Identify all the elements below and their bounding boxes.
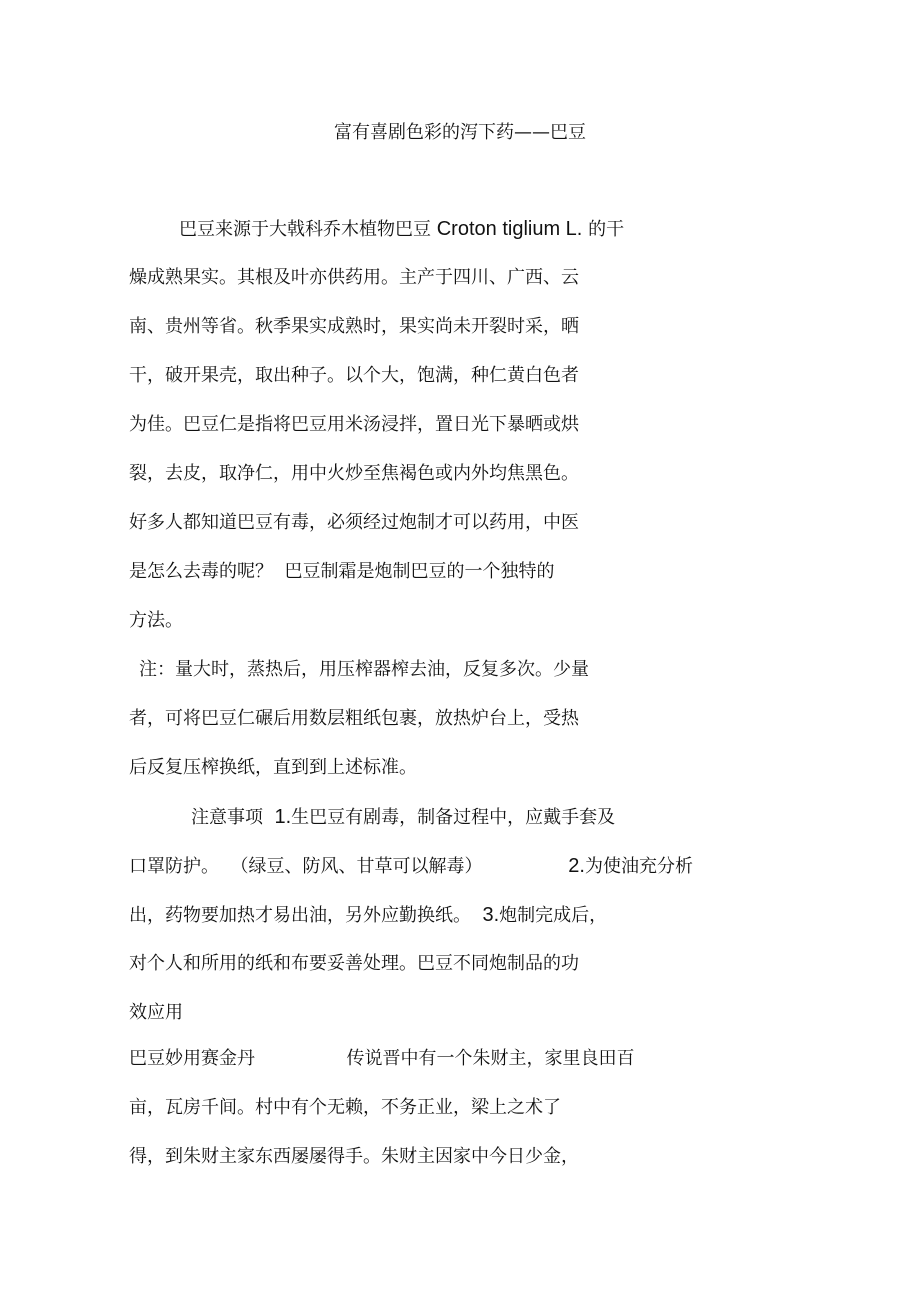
paragraph-line <box>179 216 624 243</box>
paragraph-line <box>129 608 183 634</box>
paragraph-line <box>129 706 579 732</box>
line-text: 注：量大时，蒸热后，用压榨器榨去油，反复多次。少量 <box>139 659 589 680</box>
paragraph-line <box>129 363 579 389</box>
latin-text: Croton tiglium L. <box>436 218 583 240</box>
paragraph-line <box>129 902 607 929</box>
line-text: 为使油充分析 <box>584 856 693 877</box>
paragraph-line <box>139 657 589 683</box>
paragraph-line <box>129 461 579 487</box>
line-text: 生巴豆有剧毒，制备过程中，应戴手套及 <box>291 807 616 828</box>
line-text: 炮制完成后， <box>499 905 608 926</box>
line-text: 对个人和所用的纸和布要妥善处理。巴豆不同炮制品的功 <box>129 953 579 974</box>
line-text: 者，可将巴豆仁碾后用数层粗纸包裹，放热炉台上，受热 <box>129 708 579 729</box>
line-text: 出，药物要加热才易出油，另外应勤换纸。 <box>129 905 483 926</box>
document-title: 富有喜剧色彩的泻下药——巴豆 <box>334 122 586 143</box>
line-text: 是怎么去毒的呢？ 巴豆制霜是炮制巴豆的一个独特的 <box>129 561 555 582</box>
paragraph-line <box>129 755 417 781</box>
line-text: 巴豆妙用赛金丹 传说晋中有一个朱财主，家里良田百 <box>129 1048 635 1069</box>
line-text: 的干 <box>582 219 625 240</box>
line-text: 得，到朱财主家东西屡屡得手。朱财主因家中今日少金， <box>129 1146 579 1167</box>
latin-text: 3. <box>482 904 500 926</box>
line-text: 亩，瓦房千间。村中有个无赖，不务正业，梁上之术了 <box>129 1097 561 1118</box>
paragraph-line <box>129 559 554 585</box>
line-text: 口罩防护。 （绿豆、防风、甘草可以解毒） <box>129 856 569 877</box>
paragraph-line <box>191 804 615 831</box>
paragraph-line <box>129 1095 561 1121</box>
line-text: 南、贵州等省。秋季果实成熟时，果实尚未开裂时采，晒 <box>129 316 579 337</box>
paragraph-line <box>129 853 693 880</box>
paragraph-line <box>129 412 579 438</box>
line-text: 好多人都知道巴豆有毒，必须经过炮制才可以药用，中医 <box>129 512 579 533</box>
paragraph-line <box>129 265 579 291</box>
paragraph-line <box>129 510 579 536</box>
paragraph-line <box>129 314 579 340</box>
latin-text: 2. <box>568 855 585 877</box>
paragraph-line <box>129 1000 183 1026</box>
line-text: 方法。 <box>129 610 183 631</box>
line-text: 为佳。巴豆仁是指将巴豆用米汤浸拌，置日光下暴晒或烘 <box>129 414 579 435</box>
line-text: 注意事项 <box>191 807 275 828</box>
paragraph-line <box>129 951 579 977</box>
line-text: 干，破开果壳，取出种子。以个大，饱满，种仁黄白色者 <box>129 365 579 386</box>
line-text: 燥成熟果实。其根及叶亦供药用。主产于四川、广西、云 <box>129 267 579 288</box>
line-text: 裂，去皮，取净仁，用中火炒至焦褐色或内外均焦黑色。 <box>129 463 579 484</box>
line-text: 效应用 <box>129 1002 183 1023</box>
line-text: 巴豆来源于大戟科乔木植物巴豆 <box>179 219 437 240</box>
paragraph-line <box>129 1046 635 1072</box>
latin-text: 1. <box>274 806 292 828</box>
line-text: 后反复压榨换纸，直到到上述标准。 <box>129 757 417 778</box>
paragraph-line <box>129 1144 579 1170</box>
